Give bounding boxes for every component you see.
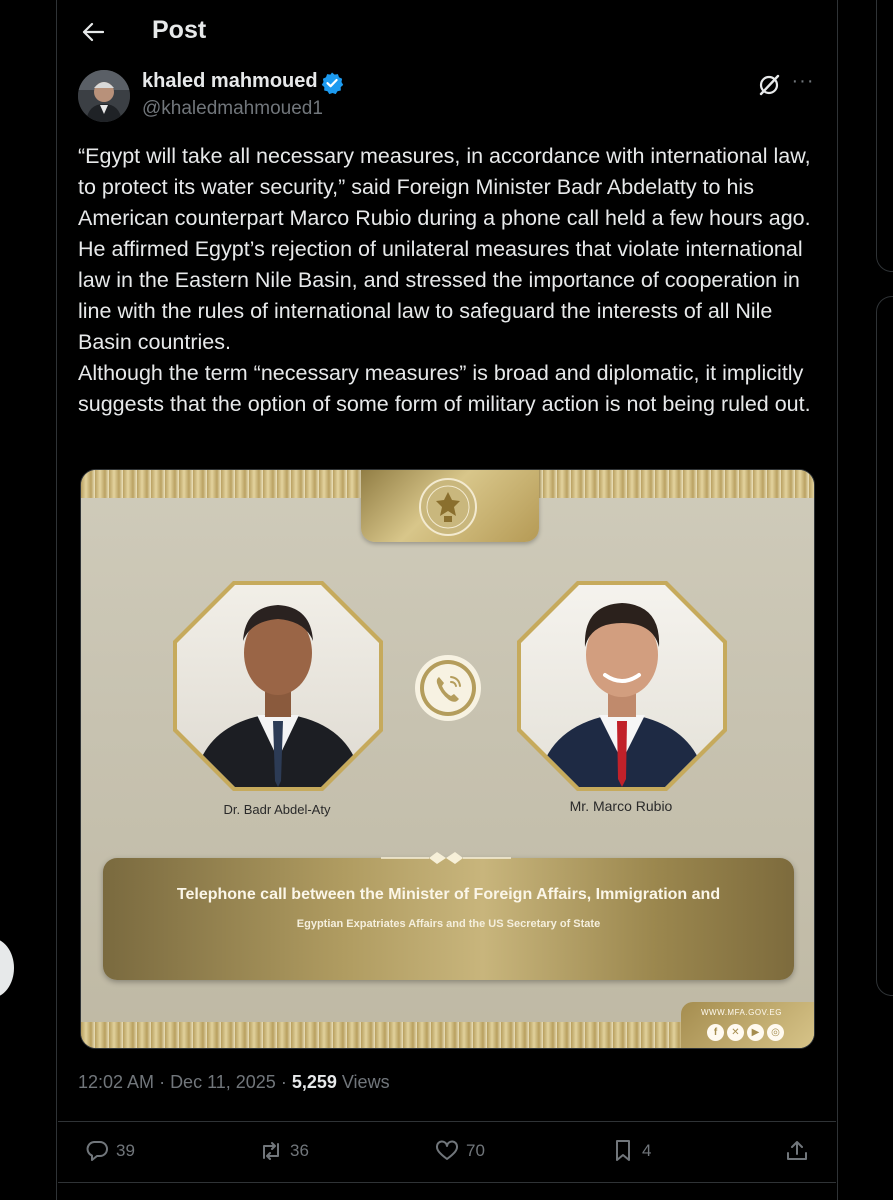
right-portrait-caption: Mr. Marco Rubio [569,798,673,814]
like-button[interactable] [434,1138,485,1164]
post-actions [58,1121,836,1183]
back-button[interactable] [78,14,108,50]
author-display-name[interactable]: khaled mahmoued [142,70,318,92]
right-sidebar-card [876,296,893,996]
meta-separator: · [154,1072,171,1092]
share-button[interactable] [784,1138,810,1164]
author-handle[interactable]: @khaledmahmoued1 [142,98,323,119]
post-date[interactable]: Dec 11, 2025 [170,1072,276,1092]
bookmark-button[interactable] [610,1138,651,1164]
grok-icon[interactable] [756,72,782,98]
reply-icon [84,1138,110,1164]
page-title: Post [152,16,207,44]
post-time[interactable]: 12:02 AM [78,1072,155,1092]
phone-icon [413,653,483,723]
avatar[interactable] [78,70,130,122]
mfa-url: WWW.MFA.GOV.EG [701,1008,782,1017]
verified-badge-icon[interactable] [320,71,344,95]
reply-button[interactable] [84,1138,135,1164]
repost-count: 36 [290,1141,309,1160]
like-count: 70 [466,1141,485,1160]
mfa-footer [681,1002,815,1049]
reply-count: 39 [116,1141,135,1160]
left-portrait-caption: Dr. Badr Abdel-Aty [223,802,331,817]
x-icon: ✕ [727,1024,744,1041]
post-column [58,0,836,1200]
more-options-icon[interactable]: ··· [791,70,815,92]
portrait-marco-rubio [517,581,727,791]
divider-ornament-icon [381,850,511,866]
bookmark-icon [610,1138,636,1164]
banner-subtitle: Egyptian Expatriates Affairs and the US Secretary of State [296,918,601,930]
caption-banner [103,858,794,980]
repost-button[interactable] [258,1138,309,1164]
arrow-left-icon [82,22,104,42]
ministry-seal-icon [416,476,480,538]
page-header [58,0,836,64]
heart-icon [434,1138,460,1164]
post-image[interactable] [80,469,815,1049]
facebook-icon: f [707,1024,724,1041]
banner-title: Telephone call between the Minister of Foreign Affairs, Immigration and [176,886,721,903]
youtube-icon: ▶ [747,1024,764,1041]
post-text: “Egypt will take all necessary measures, in accordance with international law, to protect its water security,” said Foreign Minister Badr Abdelatty to his American counterpart Marco Rubio during a phone call held a few hours ago. He affirmed Egypt’s rejection of unilateral measures that violate international law in the Eastern Nile Basin, and stressed the importance of cooperation in line with the rules of international law to safeguard the interests of all Nile Basin countries. Although the term “necessary measures” is broad and diplomatic, it implicitly suggests that the option of some form of military action is not being ruled out. [78,144,811,416]
share-icon [784,1138,810,1164]
instagram-icon: ◎ [767,1024,784,1041]
views-count: 5,259 [291,1072,337,1092]
post-meta [78,1072,390,1093]
right-sidebar-card [876,0,893,272]
portrait-badr-abdelatty [173,581,383,791]
left-sidebar-edge [0,0,57,1200]
views-label: Views [341,1072,390,1092]
bookmark-count: 4 [642,1141,652,1160]
repost-icon [258,1138,284,1164]
meta-separator: · [275,1072,292,1092]
